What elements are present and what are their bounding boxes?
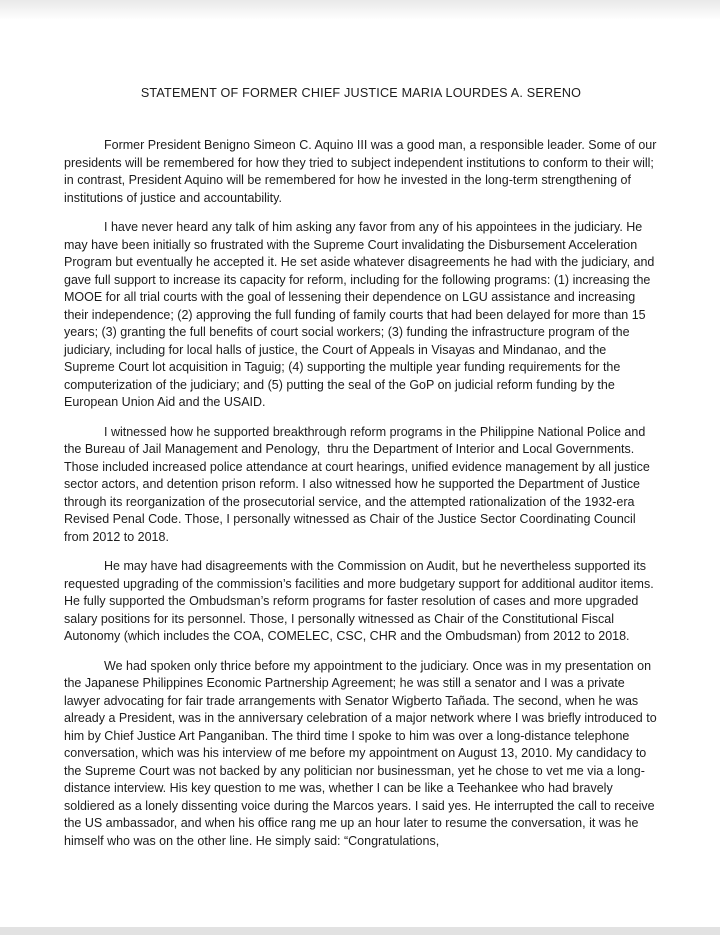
- statement-paragraph-4: He may have had disagreements with the Commission on Audit, but he nevertheless supported its requested upgrading of the commission’s facilities and more budgetary support for additional auditor items. He fully supported the Ombudsman’s reform programs for faster resolution of cases and more upgraded salary positions for its personnel. Those, I personally witnessed as Chair of the Constitutional Fiscal Autonomy (which includes the COA, COMELEC, CSC, CHR and the Ombudsman) from 2012 to 2018.: [64, 559, 658, 643]
- document-page: [64, 0, 661, 862]
- document-title: STATEMENT OF FORMER CHIEF JUSTICE MARIA LOURDES A. SERENO: [140, 86, 582, 100]
- statement-paragraph-5: We had spoken only thrice before my appointment to the judiciary. Once was in my presentation on the Japanese Philippines Economic Partnership Agreement; he was still a senator and I was a private lawyer advocating for fair trade arrangements with Senator Wigberto Tañada. The second, when he was already a President, was in the anniversary celebration of a major network where I was briefly introduced to him by Chief Justice Art Panganiban. The third time I spoke to him was over a long-distance telephone conversation, which was his interview of me before my appointment on August 13, 2010. My candidacy to the Supreme Court was not backed by any politician nor businessman, yet he chose to vet me via a long-distance interview. His key question to me was, whether I can be like a Teehankee who had bravely soldiered as a lonely dissenting voice during the Marcos years. I said yes. He interrupted the call to receive the US ambassador, and when his office rang me up an hour later to resume the conversation, it was he himself who was on the other line. He simply said: “Congratulations,: [64, 658, 661, 848]
- statement-paragraph-3: I witnessed how he supported breakthrough reform programs in the Philippine National Police and the Bureau of Jail Management and Penology, thru the Department of Interior and Local Governments. Those included increased police attendance at court hearings, unified evidence management by all justice sector actors, and detention prison reform. I also witnessed how he supported the Department of Justice through its reorganization of the prosecutorial service, and the attempted rationalization of the 1932-era Revised Penal Code. Those, I personally witnessed as Chair of the Justice Sector Coordinating Council from 2012 to 2018.: [64, 424, 654, 544]
- page-bottom-strip: [0, 927, 720, 935]
- statement-paragraph-2: I have never heard any talk of him asking any favor from any of his appointees in the judiciary. He may have been initially so frustrated with the Supreme Court invalidating the Disbursement Acceleration Program but eventually he accepted it. He set aside whatever disagreements he had with the judiciary, and gave full support to increase its capacity for reform, including for the following programs: (1) increasing the MOOE for all trial courts with the goal of lessening their dependence on LGU assistance and increasing their independence; (2) approving the full funding of family courts that had been delayed for more than 15 years; (3) granting the full benefits of court social workers; (3) funding the infrastructure program of the judiciary, including for local halls of justice, the Court of Appeals in Visayas and Mindanao, and the Supreme Court lot acquisition in Taguig; (4) supporting the multiple year funding requirements for the computerization of the judiciary; and (5) putting the seal of the GoP on judicial reform funding by the European Union Aid and the USAID.: [64, 220, 658, 409]
- statement-paragraph-1: Former President Benigno Simeon C. Aquino III was a good man, a responsible leader. Some of our presidents will be remembered for how they tried to subject independent institutions to conform to their will; in contrast, President Aquino will be remembered for how he invested in the long-term strengthening of institutions of justice and accountability.: [64, 138, 660, 205]
